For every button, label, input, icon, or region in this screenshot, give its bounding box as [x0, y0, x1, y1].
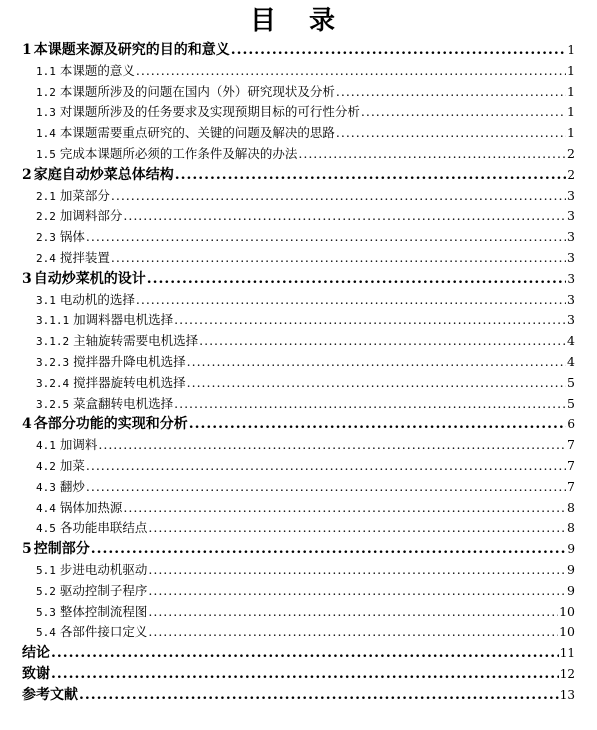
toc-entry-title: 自动炒菜机的设计 [33, 270, 146, 287]
toc-entry[interactable] [0, 477, 597, 498]
toc-entry-title: 菜盒翻转电机选择 [73, 395, 174, 411]
toc-page-number: 1 [567, 125, 575, 141]
toc-entry-label [22, 165, 174, 186]
toc-entry-number: 4.3 [36, 480, 56, 494]
toc-entry-number: 4.5 [36, 522, 56, 536]
toc-entry-title: 搅拌器升降电机选择 [73, 353, 186, 369]
toc-entry-number: 2.4 [36, 251, 56, 265]
toc-entry-number: 5.3 [36, 605, 56, 619]
toc-entry-title: 翻炒 [59, 478, 85, 494]
toc-entry-number: 1.5 [36, 147, 56, 161]
toc-entry-title: 完成本课题所必须的工作条件及解决的办法 [59, 145, 298, 161]
toc-page-number: 7 [567, 437, 575, 453]
toc-page-number: 3 [567, 208, 575, 224]
toc-page-number: 5 [567, 374, 575, 390]
toc-entry-title: 本课题的意义 [59, 62, 135, 78]
toc-page-number: 10 [559, 624, 575, 640]
toc-entry[interactable] [0, 102, 597, 123]
toc-page-number: 11 [559, 646, 575, 661]
toc-page-number: 13 [559, 687, 575, 702]
toc-page-number: 10 [559, 603, 575, 619]
toc-entry[interactable] [0, 40, 597, 61]
toc-page-number: 7 [567, 478, 575, 494]
toc-leader-dots [174, 394, 566, 415]
toc-entry[interactable] [0, 414, 597, 435]
toc-entry[interactable] [0, 331, 597, 352]
toc-entry-title: 本课题来源及研究的目的和意义 [33, 42, 230, 58]
toc-entry-title: 致谢 [22, 665, 50, 682]
toc-entry-number: 2.3 [36, 231, 56, 245]
toc-entry-number: 2.2 [36, 210, 56, 224]
toc-page-number: 4 [567, 333, 575, 349]
toc-entry-number: 3.2.3 [36, 355, 70, 369]
toc-entry-label [36, 248, 110, 270]
toc-entry-label [36, 373, 186, 395]
toc-leader-dots [148, 518, 566, 539]
toc-page-number: 3 [567, 271, 575, 286]
toc-entry-title: 加调料 [59, 437, 98, 453]
toc-entry[interactable] [0, 518, 597, 539]
toc-entry-title: 加调料器电机选择 [73, 312, 174, 328]
toc-entry-title: 锅体 [59, 229, 85, 245]
toc-entry[interactable] [0, 206, 597, 227]
toc-entry-title: 加菜部分 [59, 187, 110, 203]
toc-entry-title: 家庭自动炒菜总体结构 [33, 166, 174, 183]
toc-entry-number: 5.1 [36, 563, 56, 577]
toc-entry-title: 本课题需要重点研究的、关键的问题及解决的思路 [59, 125, 335, 141]
toc-leader-dots [148, 581, 566, 602]
page-title: 目 录 [249, 6, 348, 36]
toc-entry-number: 4.1 [36, 439, 56, 453]
toc-entry-title: 本课题所涉及的问题在国内（外）研究现状及分析 [59, 83, 335, 99]
toc-entry[interactable] [0, 123, 597, 144]
toc-entry-number: 1.4 [36, 127, 56, 141]
toc-entry-title: 加菜 [59, 457, 85, 473]
toc-page-number: 1 [567, 83, 575, 99]
toc-entry-label [36, 477, 85, 499]
toc-entry[interactable] [0, 352, 597, 373]
toc-page-number: 1 [567, 62, 575, 78]
toc-leader-dots [98, 435, 566, 456]
toc-entry-number: 3.1.2 [36, 335, 70, 349]
toc-entry-title: 锅体加热源 [59, 499, 123, 515]
toc-page-number: 3 [567, 229, 575, 245]
toc-entry[interactable] [0, 664, 597, 685]
toc-entry-number: 3.1.1 [36, 314, 70, 328]
toc-page-number: 6 [567, 417, 575, 432]
toc-page-number: 9 [567, 542, 575, 557]
toc-page-number: 9 [567, 582, 575, 598]
toc-page-number: 7 [567, 457, 575, 473]
toc-entry-label [22, 664, 50, 685]
toc-entry-label [36, 310, 173, 332]
toc-entry-label [36, 560, 147, 582]
toc-entry-title: 搅拌装置 [59, 249, 110, 265]
toc-entry-title: 电动机的选择 [59, 291, 135, 307]
toc-page-number: 12 [559, 666, 575, 681]
toc-entry-label [22, 414, 188, 435]
toc-entry-number: 1 [22, 42, 32, 58]
toc-entry-number: 4.4 [36, 501, 56, 515]
toc-entry-number: 5.2 [36, 584, 56, 598]
toc-page-number: 3 [567, 187, 575, 203]
toc-entry-title: 各部件接口定义 [59, 624, 148, 640]
toc-entry[interactable] [0, 685, 597, 706]
toc-entry[interactable] [0, 622, 597, 643]
toc-entry-title: 整体控制流程图 [59, 603, 148, 619]
toc-leader-dots [148, 602, 558, 623]
toc-page-number: 3 [567, 249, 575, 265]
toc-leader-dots [86, 477, 566, 498]
toc-entry[interactable] [0, 144, 597, 165]
toc-entry-title: 对课题所涉及的任务要求及实现预期目标的可行性分析 [59, 104, 360, 120]
toc-entry-label [36, 227, 85, 249]
toc-leader-dots [91, 539, 567, 560]
toc-leader-dots [123, 206, 566, 227]
toc-leader-dots [175, 165, 567, 186]
toc-leader-dots [187, 352, 566, 373]
toc-entry-number: 3 [22, 270, 32, 287]
toc-leader-dots [79, 685, 559, 706]
toc-entry-title: 驱动控制子程序 [59, 582, 148, 598]
toc-entry-number: 4.2 [36, 459, 56, 473]
toc-entry-number: 1.3 [36, 106, 56, 120]
toc-page-number: 1 [567, 104, 575, 120]
toc-entry-label [22, 40, 230, 61]
toc-entry-label [36, 331, 198, 353]
toc-entry[interactable] [0, 643, 597, 664]
toc-entry[interactable] [0, 560, 597, 581]
toc-entry-label [36, 622, 147, 644]
toc-page-number: 1 [567, 43, 575, 57]
toc-entry-title: 各部分功能的实现和分析 [33, 416, 188, 433]
toc-entry-title: 主轴旋转需要电机选择 [73, 333, 199, 349]
toc-page-number: 3 [567, 312, 575, 328]
toc-entry-label [36, 290, 135, 312]
toc-entry-number: 3.2.4 [36, 376, 70, 390]
toc-entry[interactable] [0, 186, 597, 207]
toc-entry-title: 加调料部分 [59, 208, 123, 224]
toc-entry[interactable] [0, 498, 597, 519]
toc-leader-dots [187, 373, 566, 394]
toc-entry-label [36, 144, 297, 166]
toc-page-number: 3 [567, 291, 575, 307]
toc-leader-dots [86, 227, 566, 248]
toc-page-number: 8 [567, 499, 575, 515]
toc-leader-dots [361, 102, 566, 123]
toc-leader-dots [148, 622, 558, 643]
toc-entry-label [36, 602, 147, 624]
toc-entry-title: 参考文献 [22, 686, 78, 703]
toc-leader-dots [336, 82, 566, 103]
toc-entry-label [22, 685, 78, 706]
toc-leader-dots [174, 310, 566, 331]
toc-entry-label [36, 186, 110, 208]
toc-page-number: 5 [567, 395, 575, 411]
toc-page-number: 4 [567, 353, 575, 369]
toc-entry-number: 2 [22, 166, 32, 183]
toc-entry[interactable] [0, 602, 597, 623]
toc-entry-label [22, 539, 90, 560]
toc-entry-label [36, 518, 147, 540]
toc-entry-number: 5.4 [36, 626, 56, 640]
toc-leader-dots [148, 560, 566, 581]
toc-entry-title: 搅拌器旋转电机选择 [73, 374, 186, 390]
toc-entry-label [36, 352, 186, 374]
toc-entry-label [36, 498, 122, 520]
toc-entry[interactable] [0, 61, 597, 82]
toc-entry-label [22, 643, 50, 664]
toc-entry-number: 1.2 [36, 85, 56, 99]
toc-entry-title: 各功能串联结点 [59, 520, 148, 536]
toc-entry[interactable] [0, 269, 597, 290]
toc-leader-dots [199, 331, 566, 352]
toc-leader-dots [111, 186, 566, 207]
toc-entry-number: 3.2.5 [36, 397, 70, 411]
toc-entry[interactable] [0, 290, 597, 311]
table-of-contents [0, 40, 597, 706]
toc-leader-dots [86, 456, 566, 477]
toc-entry-title: 步进电动机驱动 [59, 561, 148, 577]
toc-entry[interactable] [0, 165, 597, 186]
toc-entry[interactable] [0, 310, 597, 331]
toc-entry[interactable] [0, 394, 597, 415]
toc-page-number: 9 [567, 561, 575, 577]
toc-entry[interactable] [0, 435, 597, 456]
toc-entry-number: 5 [22, 541, 32, 558]
toc-entry-label [36, 123, 335, 145]
toc-entry-title: 控制部分 [33, 541, 90, 558]
toc-entry-label [36, 82, 335, 104]
toc-entry-title: 结论 [22, 645, 50, 662]
toc-entry-number: 1.1 [36, 64, 56, 78]
toc-leader-dots [336, 123, 566, 144]
toc-entry-label [36, 581, 147, 603]
toc-entry-label [36, 61, 135, 83]
toc-entry-label [36, 206, 122, 228]
toc-entry-label [36, 435, 97, 457]
toc-page-number: 2 [567, 167, 575, 182]
toc-leader-dots [136, 290, 566, 311]
toc-entry[interactable] [0, 539, 597, 560]
toc-entry-label [36, 394, 173, 416]
toc-page-number: 8 [567, 520, 575, 536]
toc-leader-dots [298, 144, 566, 165]
toc-entry[interactable] [0, 373, 597, 394]
toc-entry[interactable] [0, 227, 597, 248]
toc-leader-dots [123, 498, 566, 519]
toc-entry[interactable] [0, 581, 597, 602]
toc-entry-label [22, 269, 146, 290]
toc-entry-number: 2.1 [36, 189, 56, 203]
toc-entry[interactable] [0, 456, 597, 477]
toc-leader-dots [51, 664, 559, 685]
toc-entry-number: 3.1 [36, 293, 56, 307]
toc-entry-label [36, 102, 360, 124]
toc-leader-dots [147, 269, 567, 290]
toc-leader-dots [51, 643, 559, 664]
toc-leader-dots [136, 61, 566, 82]
toc-entry[interactable] [0, 248, 597, 269]
toc-entry-number: 4 [22, 416, 32, 433]
toc-entry[interactable] [0, 82, 597, 103]
toc-leader-dots [231, 40, 567, 61]
toc-leader-dots [189, 414, 567, 435]
toc-page-number: 2 [567, 145, 575, 161]
toc-entry-label [36, 456, 85, 478]
toc-leader-dots [111, 248, 566, 269]
